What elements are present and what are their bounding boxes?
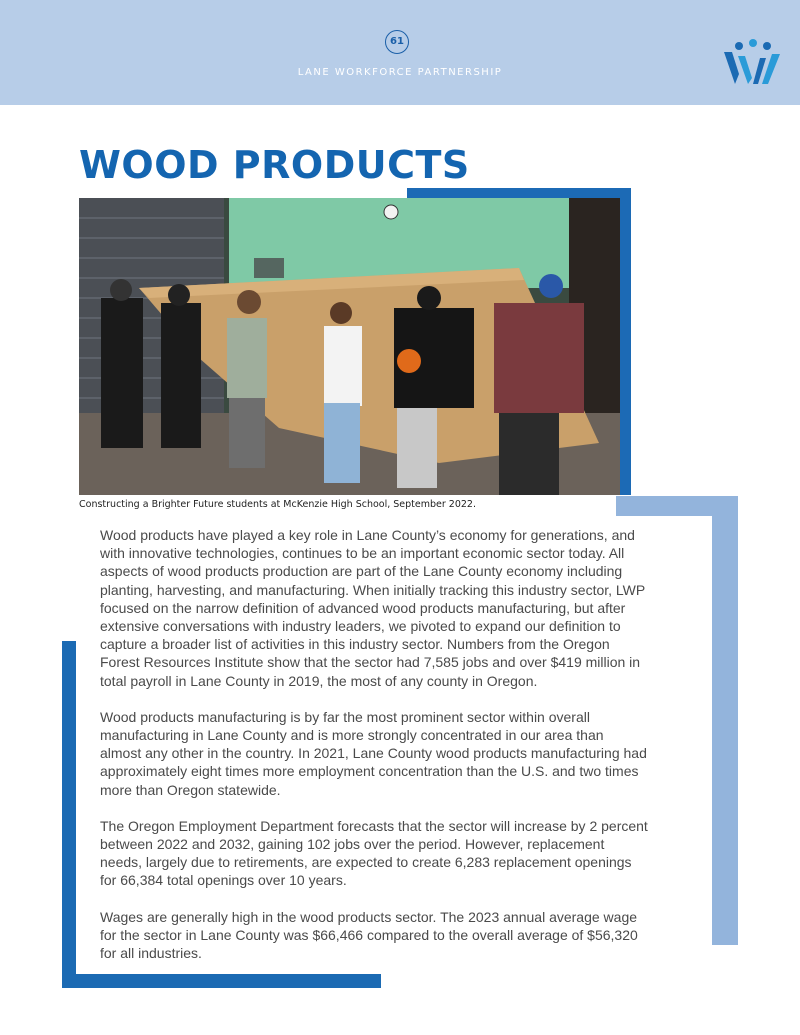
paragraph: Wood products have played a key role in Lane County’s economy for generations, and with innovative technologies, continues to be an important economic sector today. All aspects of wood products production are part of the Lane County economy including planting, harvesting, and manufacturing. When initially tracking this industry sector, LWP focused on the narrow definition of advanced wood products manufacturing, but after extensive conversations with industry leaders, we pivoted to expand our definition to capture a broader list of activities in this industry sector. Numbers from the Oregon Forest Resources Institute show that the sector had 7,585 jobs and over $419 million in total payroll in Lane County in 2019, the most of any county in Oregon.	[100, 527, 645, 689]
photo-caption: Constructing a Brighter Future students at McKenzie High School, September 2022.	[79, 499, 476, 510]
page-header	[0, 0, 800, 105]
workshop-photo-illustration	[79, 198, 620, 495]
paragraph: Wood products manufacturing is by far the most prominent sector within overall manufacturing in Lane County and is more strongly concentrated in our area than almost any other in the country. In 2021, Lane County wood products manufacturing had approximately eight times more employment concentration than the U.S. and two times more than Oregon statewide.	[100, 708, 647, 798]
paragraph: The Oregon Employment Department forecasts that the sector will increase by 2 percent between 2022 and 2032, gaining 102 jobs over the period. However, replacement needs, largely due to retirements, are expected to create 6,283 replacement openings for 66,384 total openings over 10 years.	[100, 817, 648, 889]
paragraph: Wages are generally high in the wood products sector. The 2023 annual average wage for the sector in Lane County was $66,466 compared to the overall average of $56,320 for all industries.	[100, 908, 638, 962]
page-title: WOOD PRODUCTS	[79, 143, 470, 187]
lwp-logo-icon	[720, 38, 786, 88]
org-name: LANE WORKFORCE PARTNERSHIP	[297, 67, 503, 78]
page-number: 61	[385, 30, 409, 54]
body-text	[100, 526, 648, 980]
workshop-photo	[79, 198, 620, 495]
